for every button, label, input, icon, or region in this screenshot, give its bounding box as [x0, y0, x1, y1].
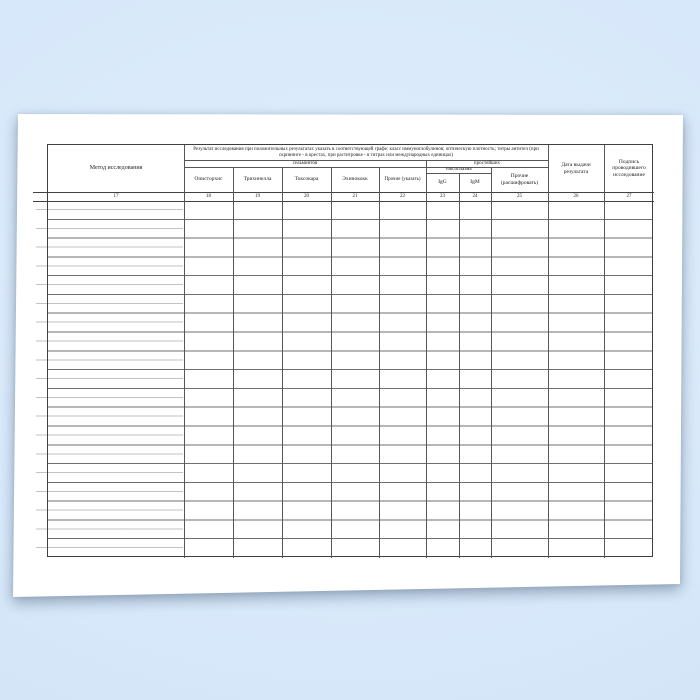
column-number-18: 18	[206, 193, 211, 199]
colline-igg-igm	[459, 173, 460, 558]
column-number-17: 17	[113, 193, 119, 199]
column-number-20: 20	[304, 193, 309, 199]
registration-table	[47, 144, 653, 557]
colline-25-26	[548, 145, 549, 558]
colline-19-20	[282, 167, 283, 558]
result-instructions-header: Результат исследования при положительных результатах указать в соответствующей графе: класс иммуноглобулинов; оптическую плотность; титры антител (при скрининге - в крестах, при раститровке - в титрах или международных единицах)	[193, 146, 539, 158]
column-number-19: 19	[255, 193, 260, 199]
column-number-22: 22	[400, 193, 405, 199]
colline-26-27	[604, 145, 605, 558]
column-header-issue-date: Дата выдачи результата	[561, 162, 591, 175]
column-number-26: 26	[573, 193, 579, 199]
column-header-trichinella: Трихинелла	[243, 176, 272, 183]
column-number-25: 25	[517, 193, 522, 199]
colline-20-21	[331, 167, 332, 558]
colline-22-23	[426, 160, 427, 558]
table-body-empty-rows	[48, 201, 652, 556]
column-header-signature: Подпись проводившего исследование	[612, 158, 646, 178]
column-header-other-helminths: Прочие (указать)	[384, 176, 421, 182]
column-number-23: 23	[440, 193, 445, 199]
column-header-method: Метод исследования	[89, 165, 143, 171]
column-number-24: 24	[472, 193, 478, 199]
column-number-27: 27	[626, 193, 632, 199]
column-header-opisthorchis: Описторхис	[194, 176, 223, 183]
colline-21-22	[379, 167, 380, 558]
group-header-protozoa: простейших	[473, 160, 501, 166]
column-header-echinococcus: Эхинококк	[342, 176, 368, 183]
column-header-igm: IgM	[470, 179, 480, 186]
colline-18-19	[233, 167, 234, 558]
group-header-toxoplasma: токсоплазма	[445, 167, 472, 172]
column-header-igg: IgG	[438, 179, 447, 186]
group-header-helminths: гельминтов	[292, 160, 318, 166]
colline-24-25	[491, 167, 492, 558]
colline-method-right	[184, 145, 185, 558]
column-number-21: 21	[352, 193, 358, 199]
column-header-toxocara: Токсокара	[294, 176, 319, 183]
column-header-other-protozoa: Прочие (расшифровать)	[500, 173, 539, 186]
